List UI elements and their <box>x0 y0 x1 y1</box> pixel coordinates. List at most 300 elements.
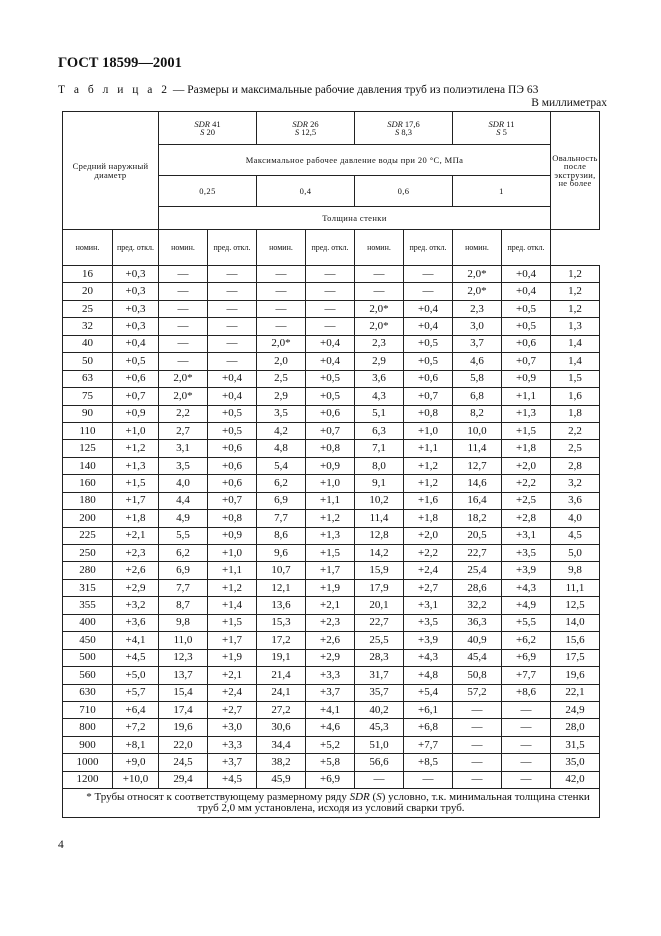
table-cell: +1,5 <box>113 475 159 492</box>
table-cell: +0,5 <box>306 388 355 405</box>
table-cell: 4,4 <box>159 492 208 509</box>
table-cell: +0,6 <box>404 370 453 387</box>
table-cell: +1,5 <box>306 545 355 562</box>
table-cell: 2,0 <box>257 353 306 370</box>
table-cell: 5,8 <box>453 370 502 387</box>
table-cell: +9,0 <box>113 754 159 771</box>
s-value: 20 <box>206 127 215 137</box>
table-cell: 180 <box>63 492 113 509</box>
table-cell: — <box>355 266 404 283</box>
table-cell: +0,5 <box>208 405 257 422</box>
table-cell: +0,8 <box>404 405 453 422</box>
sdr-label: SDR <box>292 118 308 129</box>
table-cell: +1,2 <box>404 457 453 474</box>
table-row <box>63 370 600 387</box>
table-cell: 140 <box>63 457 113 474</box>
table-cell: +2,2 <box>404 545 453 562</box>
table-cell: 35,0 <box>551 754 600 771</box>
table-cell: — <box>502 736 551 753</box>
table-cell: 6,9 <box>257 492 306 509</box>
table-cell: +1,3 <box>306 527 355 544</box>
table-cell: 4,5 <box>551 527 600 544</box>
table-cell: +8,5 <box>404 754 453 771</box>
table-cell: 22,7 <box>453 545 502 562</box>
table-row <box>63 405 600 422</box>
table-cell: +1,2 <box>404 475 453 492</box>
table-cell: 15,9 <box>355 562 404 579</box>
table-cell: +3,1 <box>502 527 551 544</box>
table-cell: +1,0 <box>113 422 159 439</box>
table-row <box>63 754 600 771</box>
table-row <box>63 388 600 405</box>
table-cell: — <box>404 283 453 300</box>
footnote-text-b: условно, т.к. минимальная толщина стенки труб 2,0 мм установлена, исходя из условий сварки труб. <box>197 791 590 815</box>
table-cell: — <box>453 736 502 753</box>
sub-header-nominal: номин. <box>355 230 404 266</box>
table-cell: 500 <box>63 649 113 666</box>
table-cell: 355 <box>63 597 113 614</box>
table-cell: 2,0* <box>453 266 502 283</box>
table-cell: +1,4 <box>208 597 257 614</box>
table-cell: 1200 <box>63 771 113 788</box>
units-note: В миллиметрах <box>531 97 607 109</box>
table-cell: — <box>453 719 502 736</box>
table-cell: 24,5 <box>159 754 208 771</box>
table-cell: 12,1 <box>257 579 306 596</box>
table-row <box>63 649 600 666</box>
table-cell: +5,8 <box>306 754 355 771</box>
table-cell: 28,3 <box>355 649 404 666</box>
table-cell: +1,9 <box>306 579 355 596</box>
table-cell: 12,5 <box>551 597 600 614</box>
table-cell: +5,2 <box>306 736 355 753</box>
table-cell: 110 <box>63 422 113 439</box>
table-cell: +1,6 <box>404 492 453 509</box>
table-cell: +2,6 <box>113 562 159 579</box>
table-cell: +0,7 <box>404 388 453 405</box>
table-cell: +3,5 <box>404 614 453 631</box>
table-cell: +3,7 <box>208 754 257 771</box>
table-cell: 2,5 <box>257 370 306 387</box>
table-cell: 8,6 <box>257 527 306 544</box>
table-cell: 6,2 <box>257 475 306 492</box>
table-cell: +6,9 <box>502 649 551 666</box>
table-row <box>63 335 600 352</box>
table-cell: +3,0 <box>208 719 257 736</box>
table-cell: 14,0 <box>551 614 600 631</box>
table-cell: 22,7 <box>355 614 404 631</box>
table-cell: 21,4 <box>257 667 306 684</box>
diameter-header: Средний наружный диаметр <box>63 112 159 230</box>
table-cell: 16 <box>63 266 113 283</box>
table-cell: 9,8 <box>159 614 208 631</box>
pressure-value: 1 <box>453 176 551 207</box>
table-cell: +0,6 <box>113 370 159 387</box>
table-cell: 6,9 <box>159 562 208 579</box>
table-cell: +0,5 <box>502 318 551 335</box>
table-cell: +2,7 <box>208 701 257 718</box>
table-cell: — <box>502 754 551 771</box>
table-cell: +3,5 <box>502 545 551 562</box>
table-cell: — <box>306 318 355 335</box>
table-cell: 17,5 <box>551 649 600 666</box>
table-cell: +0,7 <box>306 422 355 439</box>
table-cell: 18,2 <box>453 510 502 527</box>
table-cell: +1,3 <box>502 405 551 422</box>
pressure-value: 0,4 <box>257 176 355 207</box>
table-cell: — <box>159 283 208 300</box>
table-cell: 3,5 <box>257 405 306 422</box>
table-cell: — <box>502 771 551 788</box>
table-cell: 35,7 <box>355 684 404 701</box>
table-cell: 50 <box>63 353 113 370</box>
table-cell: +0,4 <box>113 335 159 352</box>
table-cell: 2,0* <box>159 370 208 387</box>
table-cell: 4,0 <box>159 475 208 492</box>
table-cell: +0,4 <box>208 370 257 387</box>
table-cell: 2,0* <box>453 283 502 300</box>
table-cell: 2,0* <box>257 335 306 352</box>
table-cell: 31,7 <box>355 667 404 684</box>
table-cell: 8,2 <box>453 405 502 422</box>
table-cell: 40 <box>63 335 113 352</box>
table-row <box>63 457 600 474</box>
table-cell: 225 <box>63 527 113 544</box>
table-cell: +0,7 <box>113 388 159 405</box>
table-row <box>63 492 600 509</box>
table-row <box>63 771 600 788</box>
table-cell: +0,4 <box>502 283 551 300</box>
table-cell: +8,1 <box>113 736 159 753</box>
table-row <box>63 719 600 736</box>
table-cell: +0,4 <box>306 353 355 370</box>
table-cell: 31,5 <box>551 736 600 753</box>
table-cell: +3,1 <box>404 597 453 614</box>
s-label: S <box>200 127 205 137</box>
pressure-title: Максимальное рабочее давление воды при 20 °С, МПа <box>159 145 551 176</box>
table-cell: +2,9 <box>306 649 355 666</box>
footnote-text-a: * Трубы относят к соответствующему размерному ряду <box>86 791 350 804</box>
table-cell: +4,3 <box>404 649 453 666</box>
table-cell: 900 <box>63 736 113 753</box>
table-cell: 1,6 <box>551 388 600 405</box>
table-cell: 13,6 <box>257 597 306 614</box>
s-value: 5 <box>502 127 507 137</box>
table-cell: +0,5 <box>404 335 453 352</box>
table-cell: +5,5 <box>502 614 551 631</box>
table-cell: 3,0 <box>453 318 502 335</box>
table-cell: 45,9 <box>257 771 306 788</box>
table-cell: 2,7 <box>159 422 208 439</box>
table-cell: 57,2 <box>453 684 502 701</box>
sdr-value: 41 <box>212 118 221 129</box>
table-cell: +2,8 <box>502 510 551 527</box>
table-cell: +2,1 <box>113 527 159 544</box>
table-cell: — <box>159 335 208 352</box>
table-cell: — <box>159 318 208 335</box>
table-cell: +2,9 <box>113 579 159 596</box>
table-cell: 12,7 <box>453 457 502 474</box>
table-cell: 15,3 <box>257 614 306 631</box>
table-cell: 14,2 <box>355 545 404 562</box>
sub-header-deviation: пред. откл. <box>306 230 355 266</box>
table-cell: +2,3 <box>306 614 355 631</box>
table-cell: — <box>208 335 257 352</box>
table-cell: 3,5 <box>159 457 208 474</box>
table-cell: 5,4 <box>257 457 306 474</box>
table-cell: — <box>208 318 257 335</box>
table-cell: 125 <box>63 440 113 457</box>
table-row <box>63 283 600 300</box>
table-cell: 4,0 <box>551 510 600 527</box>
table-cell: — <box>208 353 257 370</box>
table-cell: +0,4 <box>404 300 453 317</box>
sub-header-nominal: номин. <box>453 230 502 266</box>
table-cell: +0,5 <box>208 422 257 439</box>
table-cell: — <box>159 300 208 317</box>
table-cell: 7,7 <box>159 579 208 596</box>
table-cell: 400 <box>63 614 113 631</box>
table-cell: 17,2 <box>257 632 306 649</box>
table-cell: 1,5 <box>551 370 600 387</box>
table-cell: +0,6 <box>502 335 551 352</box>
table-cell: +0,5 <box>502 300 551 317</box>
table-cell: 9,8 <box>551 562 600 579</box>
table-cell: +1,0 <box>404 422 453 439</box>
table-row <box>63 632 600 649</box>
table-cell: +1,1 <box>208 562 257 579</box>
table-cell: +7,7 <box>404 736 453 753</box>
table-cell: +5,0 <box>113 667 159 684</box>
table-cell: 27,2 <box>257 701 306 718</box>
table-cell: +1,8 <box>404 510 453 527</box>
table-cell: +1,7 <box>113 492 159 509</box>
table-cell: 28,6 <box>453 579 502 596</box>
footnote-sdr: SDR <box>349 791 370 804</box>
table-footnote: * Трубы относят к соответствующему размерному ряду SDR (S) условно, т.к. минимальная толщина стенки труб 2,0 мм установлена, исходя из условий сварки труб. <box>63 789 600 818</box>
table-cell: +0,5 <box>306 370 355 387</box>
table-cell: 19,6 <box>551 667 600 684</box>
table-cell: 34,4 <box>257 736 306 753</box>
table-cell: +0,4 <box>404 318 453 335</box>
sub-header-deviation: пред. откл. <box>113 230 159 266</box>
table-cell: +0,6 <box>208 457 257 474</box>
table-cell: — <box>208 266 257 283</box>
s-label: S <box>395 127 400 137</box>
table-cell: +3,3 <box>208 736 257 753</box>
table-cell: — <box>257 266 306 283</box>
table-cell: 2,9 <box>355 353 404 370</box>
table-cell: 2,3 <box>355 335 404 352</box>
table-cell: — <box>159 266 208 283</box>
table-cell: +0,9 <box>502 370 551 387</box>
table-cell: 280 <box>63 562 113 579</box>
table-cell: +2,2 <box>502 475 551 492</box>
table-row <box>63 545 600 562</box>
table-cell: — <box>453 754 502 771</box>
table-cell: +10,0 <box>113 771 159 788</box>
table-cell: +0,9 <box>306 457 355 474</box>
table-cell: 28,0 <box>551 719 600 736</box>
table-cell: 9,1 <box>355 475 404 492</box>
table-cell: 14,6 <box>453 475 502 492</box>
table-row <box>63 684 600 701</box>
table-cell: +0,3 <box>113 318 159 335</box>
table-cell: +1,1 <box>404 440 453 457</box>
table-cell: +4,3 <box>502 579 551 596</box>
table-cell: 3,2 <box>551 475 600 492</box>
table-cell: +0,4 <box>208 388 257 405</box>
table-row <box>63 736 600 753</box>
s-label: S <box>496 127 501 137</box>
table-cell: +6,9 <box>306 771 355 788</box>
table-cell: 11,4 <box>453 440 502 457</box>
sdr-group-header <box>257 112 355 145</box>
table-cell: 3,6 <box>551 492 600 509</box>
table-cell: 45,3 <box>355 719 404 736</box>
table-row <box>63 475 600 492</box>
table-cell: +1,8 <box>502 440 551 457</box>
table-cell: +0,6 <box>306 405 355 422</box>
table-cell: +1,5 <box>502 422 551 439</box>
sdr-group-header <box>355 112 453 145</box>
table-cell: 250 <box>63 545 113 562</box>
table-row <box>63 667 600 684</box>
table-row <box>63 701 600 718</box>
table-cell: 2,0* <box>355 318 404 335</box>
sdr-group-header <box>453 112 551 145</box>
table-cell: +5,4 <box>404 684 453 701</box>
table-cell: 7,7 <box>257 510 306 527</box>
table-cell: +0,3 <box>113 266 159 283</box>
table-cell: +4,5 <box>208 771 257 788</box>
sdr-group-header <box>159 112 257 145</box>
table-cell: 315 <box>63 579 113 596</box>
sub-header-nominal: номин. <box>257 230 306 266</box>
table-cell: 6,3 <box>355 422 404 439</box>
table-cell: +4,5 <box>113 649 159 666</box>
table-cell: 13,7 <box>159 667 208 684</box>
table-cell: 45,4 <box>453 649 502 666</box>
table-cell: +1,2 <box>306 510 355 527</box>
table-cell: 7,1 <box>355 440 404 457</box>
table-cell: 30,6 <box>257 719 306 736</box>
table-cell: +3,6 <box>113 614 159 631</box>
table-cell: +3,2 <box>113 597 159 614</box>
sdr-label: SDR <box>488 118 505 129</box>
table-cell: +2,1 <box>306 597 355 614</box>
table-cell: 3,6 <box>355 370 404 387</box>
table-cell: 9,6 <box>257 545 306 562</box>
table-cell: 200 <box>63 510 113 527</box>
table-cell: 2,3 <box>453 300 502 317</box>
table-cell: +0,4 <box>502 266 551 283</box>
table-cell: 10,2 <box>355 492 404 509</box>
table-cell: +3,3 <box>306 667 355 684</box>
table-cell: 1,8 <box>551 405 600 422</box>
table-cell: 160 <box>63 475 113 492</box>
table-cell: 2,2 <box>551 422 600 439</box>
pipe-dimensions-table <box>62 111 600 818</box>
table-cell: +7,7 <box>502 667 551 684</box>
table-cell: 2,0* <box>355 300 404 317</box>
table-cell: — <box>306 300 355 317</box>
sub-header-deviation: пред. откл. <box>404 230 453 266</box>
table-cell: 2,9 <box>257 388 306 405</box>
table-cell: +6,8 <box>404 719 453 736</box>
table-row <box>63 527 600 544</box>
table-cell: 12,3 <box>159 649 208 666</box>
table-caption <box>58 84 538 96</box>
table-cell: 560 <box>63 667 113 684</box>
table-cell: 38,2 <box>257 754 306 771</box>
table-row <box>63 562 600 579</box>
table-cell: 17,4 <box>159 701 208 718</box>
table-cell: 4,9 <box>159 510 208 527</box>
table-cell: +0,4 <box>306 335 355 352</box>
table-cell: +1,8 <box>113 510 159 527</box>
table-cell: +4,1 <box>306 701 355 718</box>
table-cell: 20 <box>63 283 113 300</box>
table-cell: — <box>257 318 306 335</box>
table-cell: +0,8 <box>306 440 355 457</box>
table-cell: — <box>208 300 257 317</box>
table-row <box>63 266 600 283</box>
table-cell: 4,2 <box>257 422 306 439</box>
table-cell: +1,3 <box>113 457 159 474</box>
table-cell: +8,6 <box>502 684 551 701</box>
table-cell: 5,1 <box>355 405 404 422</box>
table-cell: +0,5 <box>404 353 453 370</box>
table-cell: +1,7 <box>306 562 355 579</box>
thickness-title: Толщина стенки <box>159 207 551 230</box>
table-cell: +1,2 <box>113 440 159 457</box>
table-cell: 24,9 <box>551 701 600 718</box>
table-cell: 1000 <box>63 754 113 771</box>
table-cell: 630 <box>63 684 113 701</box>
table-cell: 40,2 <box>355 701 404 718</box>
table-cell: +3,9 <box>502 562 551 579</box>
table-cell: — <box>208 283 257 300</box>
table-caption-label: Т а б л и ц а 2 <box>58 84 171 96</box>
pressure-value: 0,25 <box>159 176 257 207</box>
table-cell: 800 <box>63 719 113 736</box>
table-cell: +4,8 <box>404 667 453 684</box>
table-caption-text: — Размеры и максимальные рабочие давления труб из полиэтилена ПЭ 63 <box>170 84 539 96</box>
table-cell: — <box>355 283 404 300</box>
sub-header-deviation: пред. откл. <box>208 230 257 266</box>
page-number: 4 <box>58 839 64 851</box>
ovality-header: Овальность после экструзии, не более <box>551 112 600 230</box>
table-row <box>63 353 600 370</box>
table-cell: +0,9 <box>113 405 159 422</box>
table-cell: — <box>453 701 502 718</box>
table-cell: 32 <box>63 318 113 335</box>
table-cell: — <box>306 266 355 283</box>
table-cell: 51,0 <box>355 736 404 753</box>
table-cell: 2,0* <box>159 388 208 405</box>
table-cell: — <box>355 771 404 788</box>
table-cell: 15,6 <box>551 632 600 649</box>
pressure-value: 0,6 <box>355 176 453 207</box>
table-cell: +2,1 <box>208 667 257 684</box>
table-cell: +1,1 <box>306 492 355 509</box>
table-cell: 10,7 <box>257 562 306 579</box>
sdr-value: 26 <box>310 118 319 129</box>
table-cell: +6,2 <box>502 632 551 649</box>
table-cell: +0,7 <box>502 353 551 370</box>
table-cell: +6,1 <box>404 701 453 718</box>
